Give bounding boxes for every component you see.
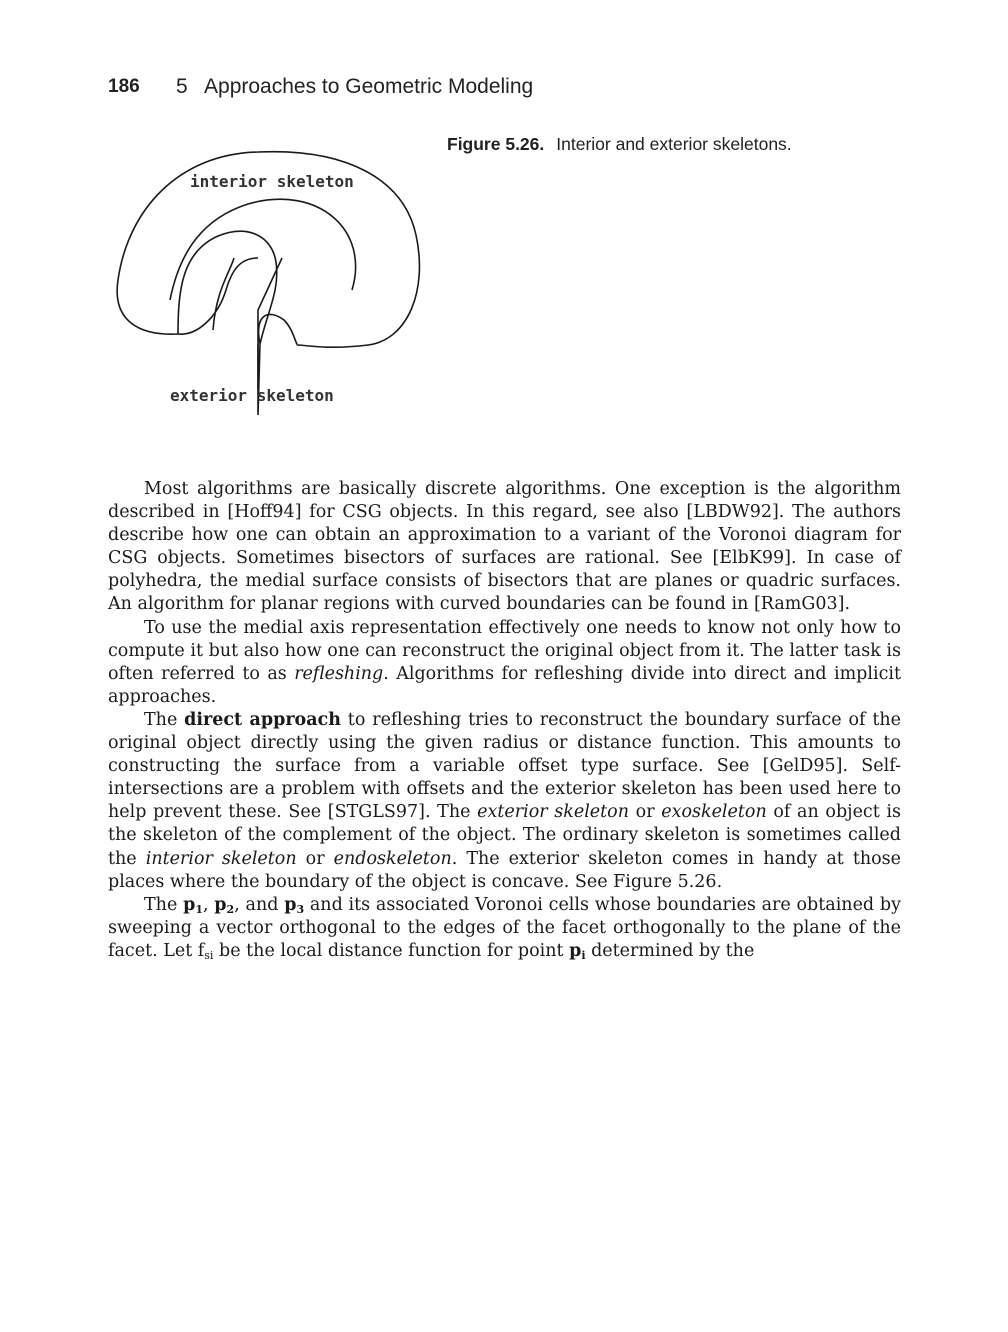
term-exoskeleton: exoskeleton — [661, 802, 767, 823]
text-run: To use the medial axis representation effectively one needs to know not only how to compute it but also how one can reconstruct the original object from it. The latter task is often referred to as — [108, 617, 901, 684]
point-symbol: p — [183, 894, 196, 915]
figure-caption — [447, 134, 792, 155]
interior-skeleton-hook — [213, 258, 234, 330]
term-interior-skeleton: interior skeleton — [145, 848, 297, 869]
text-run: or — [629, 802, 662, 823]
text-run: The — [144, 709, 185, 730]
subscript: i — [581, 948, 586, 962]
paragraph-1 — [108, 478, 901, 617]
term-direct-approach: direct approach — [184, 709, 341, 730]
text-run: , and — [234, 894, 285, 915]
term-exterior-skeleton: exterior skeleton — [477, 802, 629, 823]
text-run: be the local distance function for point — [213, 940, 570, 961]
page-number: 186 — [108, 76, 140, 97]
subscript: 1 — [195, 902, 203, 916]
text-run: . The exterior skeleton comes in handy at those places where the boundary of the object is concave. See Figure 5.26. — [108, 848, 902, 892]
point-p2 — [214, 895, 234, 915]
subscript: si — [204, 948, 214, 962]
point-symbol: p — [569, 940, 582, 961]
exterior-skeleton-line — [258, 258, 282, 390]
paragraph-1-text: Most algorithms are basically discrete algorithms. One exception is the algorithm described in [Hoff94] for CSG objects. In this regard, see also [LBDW92]. The authors describe how one can obtain an approximation to a variant of the Voronoi diagram for CSG objects. Sometimes bisectors of surfaces are rational. See [ElbK99]. In case of polyhedra, the medial surface consists of bisectors that are planes or quadric surfaces. An algorithm for planar regions with curved boundaries can be found in [RamG03]. — [108, 479, 901, 615]
text-run: . Algorithms for refleshing divide into direct and implicit approaches. — [108, 663, 901, 707]
text-run: or — [296, 848, 334, 869]
figure-caption-text: Interior and exterior skeletons. — [556, 134, 792, 154]
text-run: and its associated Voronoi cells whose boundaries are obtained by sweeping a vector orthogonal to the edges of the facet orthogonally to the plane of the facet. Let f — [108, 894, 901, 961]
text-run: to refleshing tries to reconstruct the boundary surface of the original object directly using the given radius or distance function. This amounts to constructing the surface from a variable offset type surface. See [GelD95]. Self-intersections are a problem with offsets and the exterior skeleton has been used here to help prevent these. See [STGLS97]. The — [108, 709, 901, 823]
text-run: , — [202, 894, 215, 915]
point-pi — [569, 941, 585, 961]
skeleton-figure — [108, 140, 438, 415]
exterior-skeleton-label: exterior skeleton — [170, 386, 334, 405]
shape-outline — [117, 152, 419, 415]
running-header — [108, 76, 908, 104]
subscript: 3 — [296, 902, 305, 916]
body-text — [108, 478, 901, 963]
text-run: of an object is the skeleton of the complement of the object. The ordinary skeleton is sometimes called the — [108, 802, 901, 869]
point-p1 — [183, 895, 203, 915]
point-p3 — [284, 895, 304, 915]
chapter-title: 5 Approaches to Geometric Modeling — [176, 75, 534, 98]
interior-skeleton-label: interior skeleton — [190, 172, 354, 191]
shape-inner-outline — [178, 258, 258, 334]
figure-caption-label: Figure 5.26. — [447, 134, 545, 154]
subscript: 2 — [226, 902, 235, 916]
point-symbol: p — [214, 894, 227, 915]
paragraph-3 — [108, 709, 901, 894]
point-symbol: p — [284, 894, 297, 915]
paragraph-2 — [108, 617, 901, 709]
term-refleshing: refleshing — [294, 663, 384, 684]
paragraph-4 — [108, 894, 901, 963]
text-run: The — [144, 894, 184, 915]
term-endoskeleton: endoskeleton — [333, 848, 452, 869]
text-run: determined by the — [585, 940, 755, 961]
